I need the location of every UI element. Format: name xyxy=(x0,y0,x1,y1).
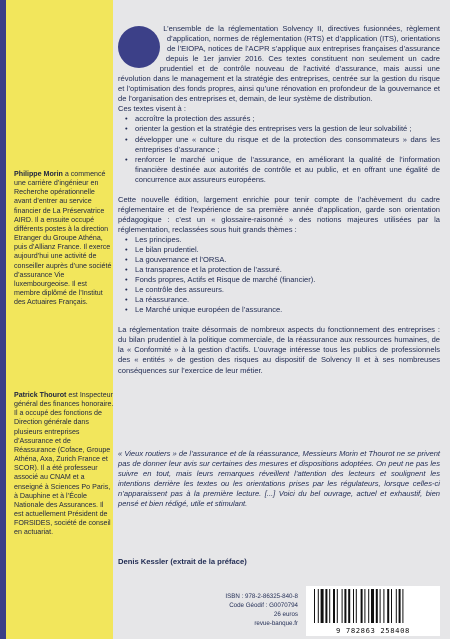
publisher-site: revue-banque.fr xyxy=(254,620,298,627)
quote-signature: Denis Kessler (extrait de la préface) xyxy=(118,557,247,566)
list-item: • renforcer le marché unique de l’assurance, en améliorant la qualité de l’information financière destinée aux autorités de contrôle et au public, et en offrant une égalité de concurrence aux assureurs européens. xyxy=(135,155,440,185)
list-intro: Ces textes visent à : xyxy=(118,104,186,114)
author-name: Philippe Morin xyxy=(14,170,63,178)
geodif-code: Code Géodif : G0070794 xyxy=(229,602,298,609)
barcode-bars-icon xyxy=(306,586,440,626)
author-sidebar xyxy=(6,0,113,639)
barcode-digits: 9 782863 258408 xyxy=(336,626,410,635)
list-item: • orienter la gestion et la stratégie des entreprises vers la gestion de leur solvabilité ; xyxy=(135,124,440,134)
publication-info xyxy=(150,592,298,628)
scope-paragraph: La réglementation traite désormais de nombreux aspects du fonctionnement des entreprises : du bilan prudentiel à la politique commerciale, de la réassurance aux ressources humaines, de la « Conformité » à la gestion d’actifs. L’ouvrage intéresse tous les publics de professionnels des « entités » de gestion des risques au dispositif de Solvency II et à ses nombreuses conséquences sur l’exercice de leur métier. xyxy=(118,325,440,375)
author-name: Patrick Thourot xyxy=(14,391,67,399)
price: 26 euros xyxy=(273,611,298,618)
barcode xyxy=(306,586,440,636)
list-item: • Les principes. xyxy=(135,235,440,245)
edition-paragraph: Cette nouvelle édition, largement enrichie pour tenir compte de l’achèvement du cadre réglementaire et de l’expérience de sa première année d’application, garde son orientation pédagogique : c’est un « glossaire-raisonné » des notions majeures utilisées par la réglementation, reclassées sous huit grands thèmes : xyxy=(118,194,440,234)
list-item: • accroître la protection des assurés ; xyxy=(135,114,440,124)
objectives-list xyxy=(118,114,440,184)
author-bio-morin xyxy=(14,170,114,307)
back-cover-text xyxy=(118,24,440,376)
list-item: • La réassurance. xyxy=(135,295,440,305)
themes-list xyxy=(118,235,440,315)
author-bio-text: est Inspecteur général des finances honoraire. Il a occupé des fonctions de Direction générale dans plusieurs entreprises d’Assurance et de Réassurance (Coface, Groupe Athéna, Axa, Zurich France et SCOR). Il a été professeur associé au CNAM et a enseigné à Sciences Po Paris, à Dauphine et à l’École Nationale des Assurances. Il est actuellement Président de FORSIDES, société de conseil en actuariat. xyxy=(14,391,114,537)
list-item: • Le Marché unique européen de l’assurance. xyxy=(135,305,440,315)
preface-quote: « Vieux routiers » de l’assurance et de la réassurance, Messieurs Morin et Thourot ne se privent pas de donner leur avis sur certaines des mesures et dispositions adoptées. On peut ne pas les suivre en tout, mais leurs remarques réveillent l’attention des lecteurs et soulignent les intentions derrière les textes ou les orientations prises par les régulateurs, lorsque celles-ci n’apparaissent pas à la première lecture. [...] Voici du bel ouvrage, actuel et exhaustif, bien pensé et bien rédigé, utile et stimulant. xyxy=(118,449,440,509)
list-item: • Le bilan prudentiel. xyxy=(135,245,440,255)
list-item: • La gouvernance et l’ORSA. xyxy=(135,255,440,265)
list-item: • Fonds propres, Actifs et Risque de marché (financier). xyxy=(135,275,440,285)
drop-cap-circle-icon xyxy=(118,26,160,68)
list-item: • La transparence et la protection de l’assuré. xyxy=(135,265,440,275)
list-item: • développer une « culture du risque et de la protection des consommateurs » dans les entreprises d’assurance ; xyxy=(135,135,440,155)
isbn: ISBN : 978-2-86325-840-8 xyxy=(225,593,298,600)
intro-paragraph: L’ensemble de la réglementation Solvency II, directives fusionnées, règlement d’application, normes de réglementation (RTS) et d’application (ITS), orientations de l’EIOPA, notices de l’ACPR s’applique aux entreprises françaises d’assurance depuis le 1er janvier 2016. Ces textes constituent non seulement un cadre prudentiel et de contrôle nouveau de l’activité d’assurance, mais aussi une révolution dans le management et la stratégie des entreprises, centrée sur la gestion du risque et l’optimisation des fonds propres, ainsi qu’une rénovation en profondeur de la gouvernance et de l’organisation des entreprises et, demain, de leur système de distribution. xyxy=(118,24,440,104)
author-bio-thourot xyxy=(14,391,114,538)
list-item: • Le contrôle des assureurs. xyxy=(135,285,440,295)
author-bio-text: a commencé une carrière d’ingénieur en Recherche opérationnelle avant d’entrer au service financier de La Préservatrice AIRD. Il a ensuite occupé différents postes à la direction Etranger du Groupe Athéna, puis d’Allianz France. Il exerce aujourd’hui une activité de conseiller auprès d’une société d’assurance Vie luxembourgeoise. Il est membre diplômé de l’Institut des Actuaires Français. xyxy=(14,170,112,307)
